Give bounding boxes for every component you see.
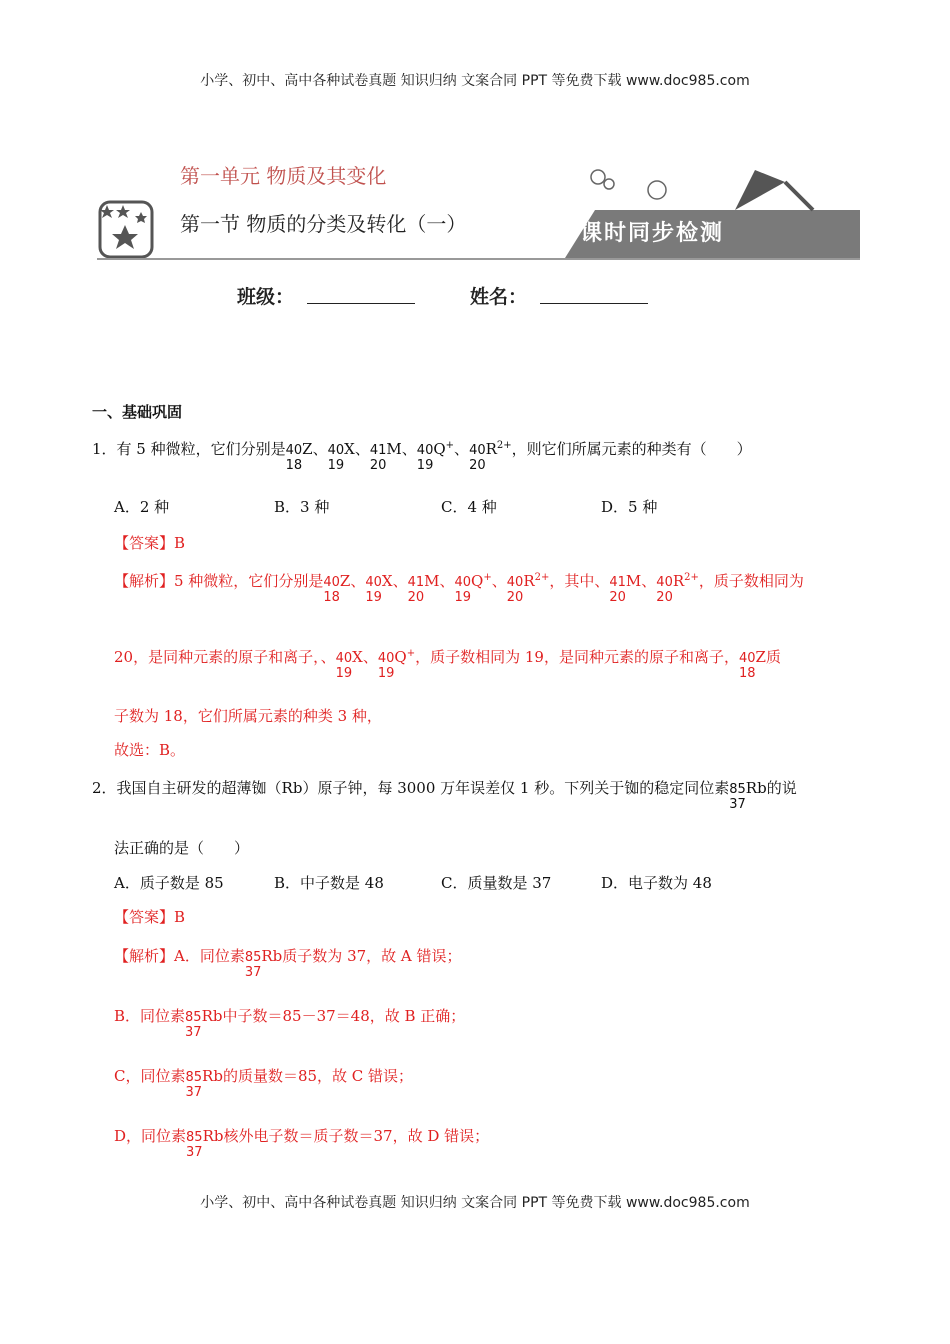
q2-option-b: B．中子数是 48	[274, 874, 384, 892]
q1-option-c: C．4 种	[441, 498, 497, 516]
name-label: 姓名：	[470, 286, 528, 308]
iso-r: $40R^{2+}$ 20	[469, 440, 512, 473]
name-field[interactable]	[540, 283, 648, 304]
q2-stem-cont: 法正确的是（ ）	[114, 839, 250, 857]
bubble-icon	[648, 181, 666, 199]
q1-stem: 1．有 5 种微粒，它们分别是40Z 18 、40X 19 、41M 20 、40Q+ 19 、$40R^{2+}$ 20 ，则它们所属元素的种类有（ ）	[92, 440, 752, 473]
q2-option-d: D．电子数为 48	[601, 874, 712, 892]
section-heading: 一、基础巩固	[92, 403, 183, 421]
q2-explanation-3: C，同位素85Rb 37 的质量数＝85，故 C 错误；	[114, 1067, 414, 1100]
q2-option-c: C．质量数是 37	[441, 874, 552, 892]
bubble-icon	[604, 179, 614, 189]
iso-q: 40Q+ 19	[416, 440, 455, 473]
q2-stem: 2．我国自主研发的超薄铷（Rb）原子钟，每 3000 万年误差仅 1 秒。下列关于铷的稳定同位素85Rb 37 的说	[92, 779, 797, 812]
class-field[interactable]	[307, 283, 415, 304]
lamp-icon	[735, 170, 785, 210]
banner-label: 课时同步检测	[580, 221, 725, 246]
q2-explanation-4: D，同位素85Rb 37 核外电子数＝质子数＝37，故 D 错误；	[114, 1127, 490, 1160]
q2-explanation-1: 【解析】A．同位素85Rb 37 质子数为 37，故 A 错误；	[114, 947, 462, 980]
q1-option-b: B．3 种	[274, 498, 330, 516]
q1-answer: 【答案】B	[114, 534, 186, 552]
q1-option-d: D．5 种	[601, 498, 658, 516]
iso-x: 40X 19	[327, 440, 355, 473]
page-footer: 小学、初中、高中各种试卷真题 知识归纳 文案合同 PPT 等免费下载 www.doc985.com	[200, 1195, 750, 1211]
class-label: 班级：	[237, 286, 295, 308]
q2-explanation-2: B．同位素85Rb 37 中子数＝85－37＝48，故 B 正确；	[114, 1007, 466, 1040]
q1-option-a: A．2 种	[114, 498, 170, 516]
q1-explanation-4: 故选：B。	[114, 741, 186, 759]
q2-answer: 【答案】B	[114, 908, 186, 926]
q1-explanation-3: 子数为 18，它们所属元素的种类 3 种，	[114, 707, 382, 725]
q1-explanation-2: 20，是同种元素的原子和离子，、40X 19 、40Q+ 19 ，质子数相同为 19，是同种元素的原子和离子，40Z 18 质	[114, 648, 781, 681]
unit-title: 第一单元 物质及其变化	[180, 164, 387, 188]
iso-z: 40Z 18	[285, 440, 313, 473]
iso-m: 41M 20	[369, 440, 402, 473]
q2-option-a: A．质子数是 85	[114, 874, 224, 892]
q1-explanation-1: 【解析】5 种微粒，它们分别是40Z 18 、40X 19 、41M 20 、40Q+ 19 、$40R^{2+}$ 20 ，其中、41M 20 、$40R^{2+}$ 20 ，质子数相同为	[114, 572, 804, 605]
section-title: 第一节 物质的分类及转化（一）	[180, 212, 467, 236]
bubble-icon	[591, 170, 605, 184]
page-header: 小学、初中、高中各种试卷真题 知识归纳 文案合同 PPT 等免费下载 www.doc985.com	[200, 73, 750, 89]
